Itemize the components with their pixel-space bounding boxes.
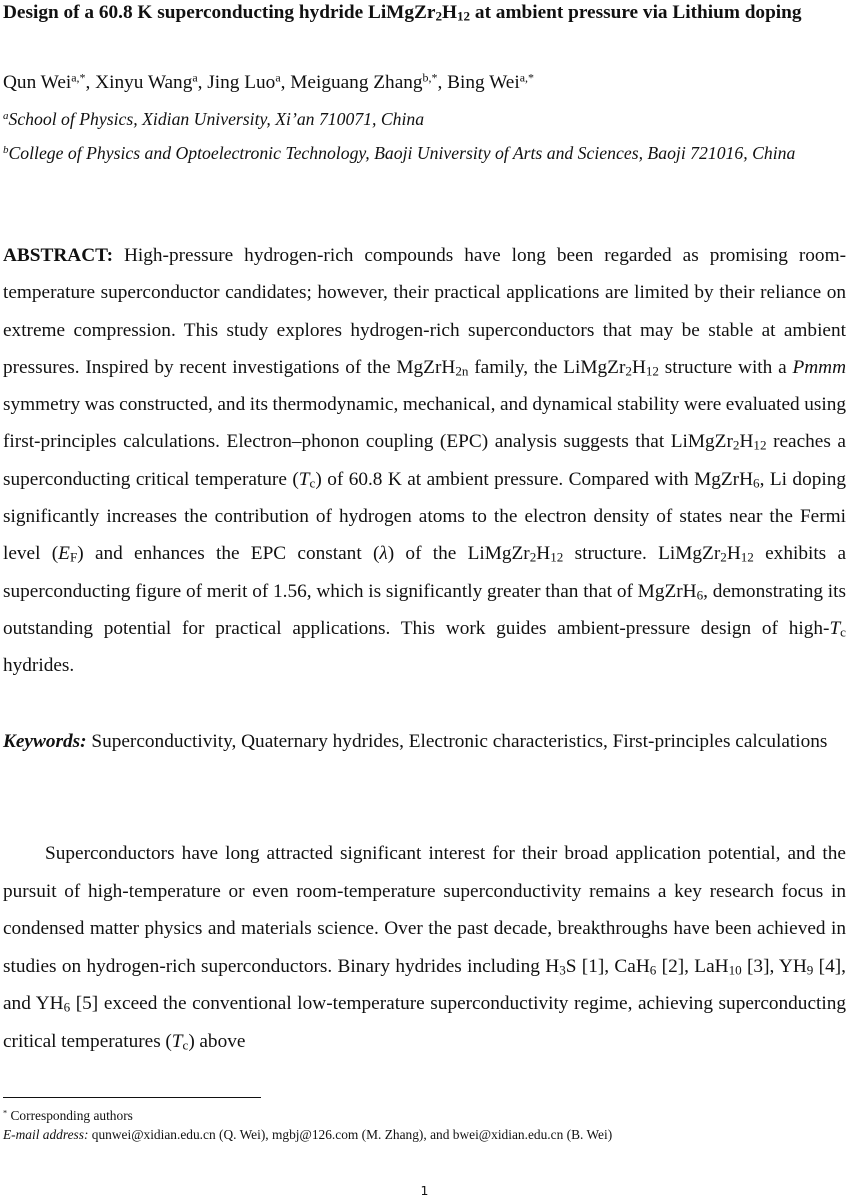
- page-number: 1: [420, 1183, 429, 1198]
- intro-paragraph: Superconductors have long attracted significant interest for their broad application potential, and the pursuit of high-temperature or even room-temperature superconductivity remains a key research focus in condensed matter physics and materials science. Over the past decade, breakthroughs have been achieved in studies on hydrogen-rich superconductors. Binary hydrides including $H_3S$ [1], CaH$_6$ [2], LaH$_{10}$ [3], $YH_9$ [4], and $YH_6$ [5] exceed the conventional low-temperature superconductivity regime, achieving superconducting critical temperatures $(T_c)$ above: [3, 843, 846, 1052]
- title-subscript: 12: [457, 8, 471, 24]
- affiliation-mark: b: [3, 143, 9, 156]
- keywords: [3, 723, 846, 760]
- paper-title: [3, 0, 846, 31]
- title-text: H: [442, 2, 457, 23]
- author: Meiguang Zhang$^{b,*}$,: [290, 70, 448, 93]
- affiliation-text: School of Physics, Xidian University, Xi’an 710071, China: [8, 109, 425, 129]
- email-addresses: qunwei@xidian.edu.cn (Q. Wei), mgbj@126.com (M. Zhang), and bwei@xidian.edu.cn (B. Wei): [88, 1127, 613, 1142]
- author-affiliation-mark: a: [192, 70, 198, 85]
- email-label: E-mail address:: [3, 1127, 89, 1142]
- footnote-divider: [3, 1097, 261, 1098]
- footnote-text: Corresponding authors: [7, 1108, 133, 1123]
- affiliation-b: [3, 137, 846, 170]
- title-text: at ambient pressure via Lithium doping: [470, 2, 802, 23]
- author-affiliation-mark: a,*: [519, 70, 534, 85]
- author-affiliation-mark: a: [275, 70, 281, 85]
- author-affiliation-mark: a,*: [71, 70, 86, 85]
- author: Bing Wei$^{a,*}$: [447, 70, 534, 93]
- title-subscript: 2: [435, 8, 442, 24]
- footnote-email: [3, 1126, 846, 1144]
- keywords-text: Superconductivity, Quaternary hydrides, Electronic characteristics, First-principles calculations: [86, 731, 828, 752]
- keywords-label: Keywords:: [3, 731, 87, 752]
- title-text: Design of a 60.8 K superconducting hydride LiMgZr: [3, 2, 436, 23]
- affiliation-a: [3, 103, 846, 136]
- author: Xinyu Wang$^a$,: [95, 70, 208, 93]
- author: Qun Wei$^{a,*}$,: [3, 70, 96, 93]
- affiliation-mark: a: [3, 109, 9, 122]
- abstract-label: ABSTRACT:: [3, 245, 113, 266]
- footnote-mark: *: [3, 1108, 8, 1118]
- author-list: [3, 69, 534, 97]
- footnote-corresponding: [3, 1107, 846, 1125]
- affiliation-text: College of Physics and Optoelectronic Technology, Baoji University of Arts and Sciences, Baoji 721016, China: [8, 143, 796, 163]
- author-affiliation-mark: b,*: [422, 70, 438, 85]
- abstract: ABSTRACT: High-pressure hydrogen-rich compounds have long been regarded as promising room-temperature superconductor candidates; however, their practical applications are limited by their reliance on extreme compression. This study explores hydrogen-rich superconductors that may be stable at ambient pressures. Inspired by recent investigations of the MgZrH$_{2n}$ family, the $LiMgZr_2H_{12}$ structure with a Pmmm symmetry was constructed, and its thermodynamic, mechanical, and dynamical stability were evaluated using first-principles calculations. Electron–phonon coupling (EPC) analysis suggests that $LiMgZr_2H_{12}$ reaches a superconducting critical temperature $(T_c)$ of 60.8 K at ambient pressure. Compared with MgZrH$_6$, Li doping significantly increases the contribution of hydrogen atoms to the electron density of states near the Fermi level $(E_F)$ and enhances the EPC constant (λ) of the $LiMgZr_2H_{12}$ structure. $LiMgZr_2H_{12}$ exhibits a superconducting figure of merit of 1.56, which is significantly greater than that of MgZrH$_6$, demonstrating its outstanding potential for practical applications. This work guides ambient-pressure design of high-$T_c$ hydrides.: [3, 245, 847, 677]
- author: Jing Luo$^a$,: [207, 70, 291, 93]
